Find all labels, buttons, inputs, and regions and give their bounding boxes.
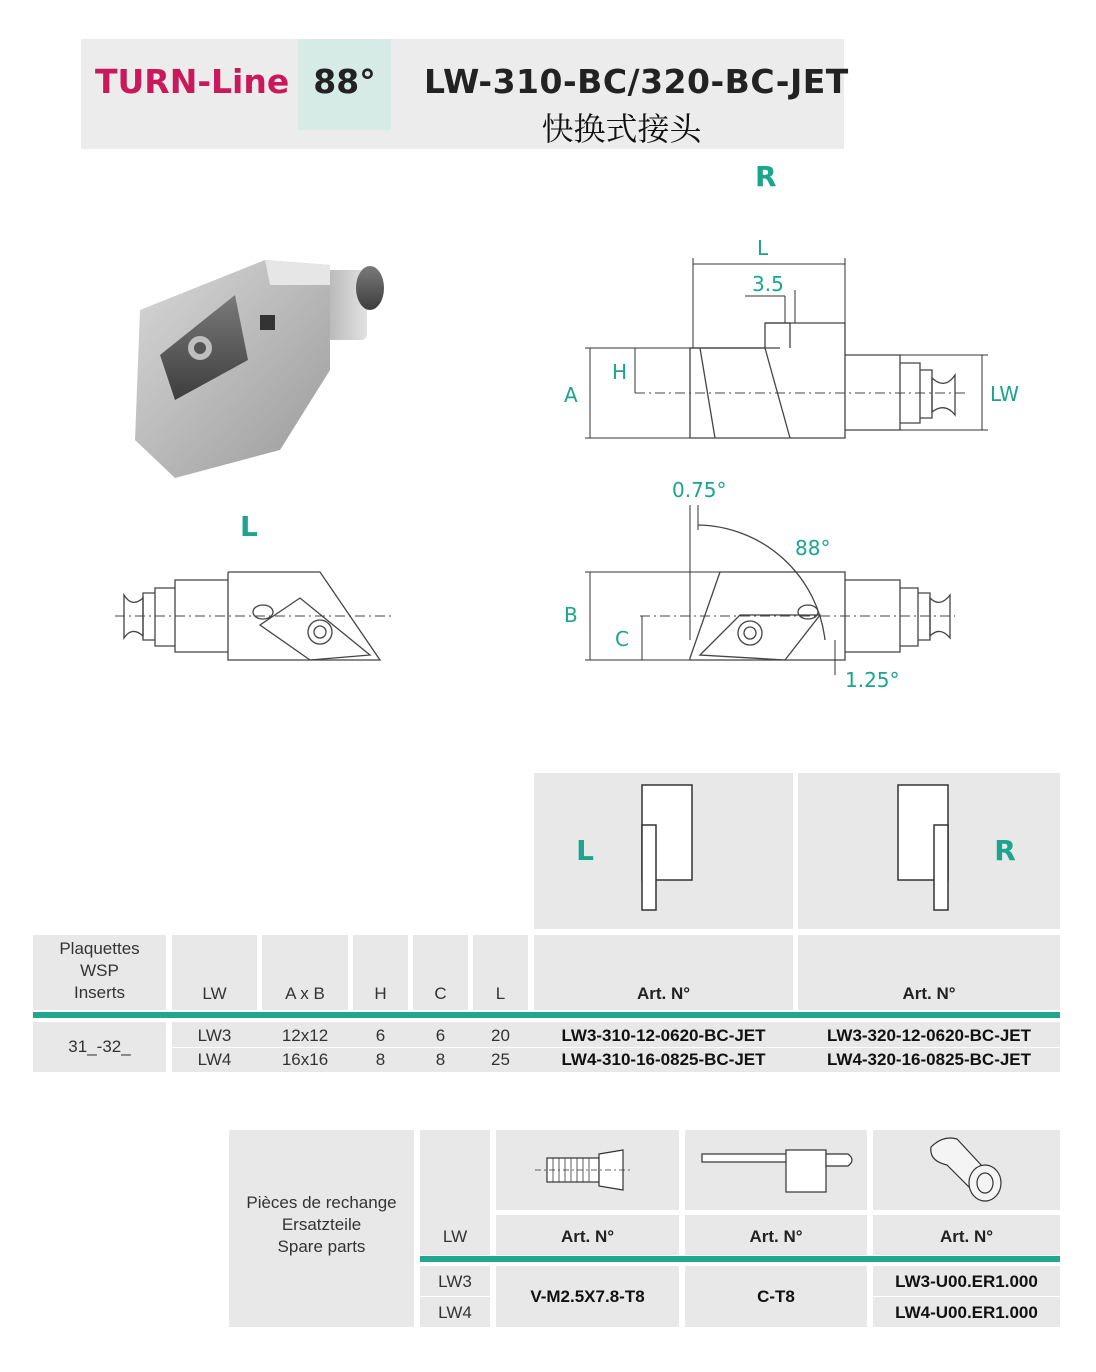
row1-h: 6 [375,1026,386,1045]
dim-C: C [615,627,629,651]
angle-0-75: 0.75° [672,478,727,502]
hdr-c: C [434,984,447,1003]
row2-art-l: LW4-310-16-0825-BC-JET [561,1050,766,1069]
key-icon [700,1142,860,1198]
angle-1-25: 1.25° [845,668,900,692]
hdr-art-r: Art. N° [902,984,956,1003]
product-illustration [120,240,400,490]
hand-l-icon [630,780,700,915]
insert-code: 31_-32_ [68,1037,131,1056]
hdr-l: L [495,984,506,1003]
dim-A: A [564,383,578,407]
screw-art-header: Art. N° [560,1227,615,1246]
hdr-inserts [33,938,166,1004]
dim-3-5: 3.5 [752,272,784,296]
row2-h: 8 [375,1050,386,1069]
screw-value: V-M2.5X7.8-T8 [530,1286,645,1306]
spare-title-fr: Pièces de rechange [246,1193,397,1212]
hdr-h: H [374,984,387,1003]
row2-axb: 16x16 [281,1050,329,1069]
row1-art-l: LW3-310-12-0620-BC-JET [561,1026,766,1045]
header-divider [33,1012,1060,1018]
model-title: LW-310-BC/320-BC-JET [424,62,849,101]
right-hand-label: R [755,160,777,193]
spare-title-de: Ersatzteile [281,1215,362,1234]
hdr-art-l: Art. N° [636,984,691,1003]
dim-L: L [757,236,769,260]
angle-88: 88° [795,536,831,560]
dim-H: H [612,360,628,384]
nipple-art-header: Art. N° [939,1227,994,1246]
row2-lw: LW4 [197,1050,232,1069]
nipple-lw3: LW3-U00.ER1.000 [895,1272,1038,1291]
spare-lw-header: LW [442,1227,468,1246]
row1-lw: LW3 [197,1026,232,1045]
row1-l: 20 [491,1026,510,1045]
brand-title: TURN-Line [95,62,290,101]
row-divider [172,1047,1060,1048]
right-top-view-drawing [560,490,960,690]
spare-divider [420,1256,1060,1262]
screw-icon [535,1148,635,1192]
nipple-lw4: LW4-U00.ER1.000 [895,1303,1038,1322]
key-value: C-T8 [757,1286,795,1306]
side-view-drawing [560,230,1040,460]
nipple-divider [873,1296,1060,1297]
left-top-view-drawing [110,560,400,680]
left-hand-label: L [240,510,258,543]
row1-axb: 12x12 [281,1026,329,1045]
model-subtitle: 快换式接头 [541,110,702,148]
row2-l: 25 [491,1050,510,1069]
row1-art-r: LW3-320-12-0620-BC-JET [826,1026,1032,1045]
spare-lw4: LW4 [438,1303,472,1322]
spare-title [229,1192,414,1258]
hdr-axb: A x B [285,984,325,1003]
angle-label: 88° [313,62,376,101]
hand-r-label: R [994,833,1016,867]
hdr-inserts-fr: Plaquettes [59,939,140,958]
key-art-header: Art. N° [749,1227,803,1246]
spare-lw3: LW3 [438,1272,472,1291]
dim-B: B [564,603,578,627]
hand-l-label: L [576,833,594,867]
hdr-inserts-de: WSP [80,961,119,980]
spare-lw-divider [420,1296,490,1297]
dim-LW: LW [990,382,1020,406]
nipple-icon [925,1133,1010,1205]
spare-title-en: Spare parts [277,1237,366,1256]
row2-c: 8 [435,1050,446,1069]
row2-art-r: LW4-320-16-0825-BC-JET [826,1050,1032,1069]
hdr-lw: LW [202,984,227,1003]
hand-r-icon [890,780,960,915]
hdr-inserts-en: Inserts [73,983,126,1002]
row1-c: 6 [435,1026,446,1045]
